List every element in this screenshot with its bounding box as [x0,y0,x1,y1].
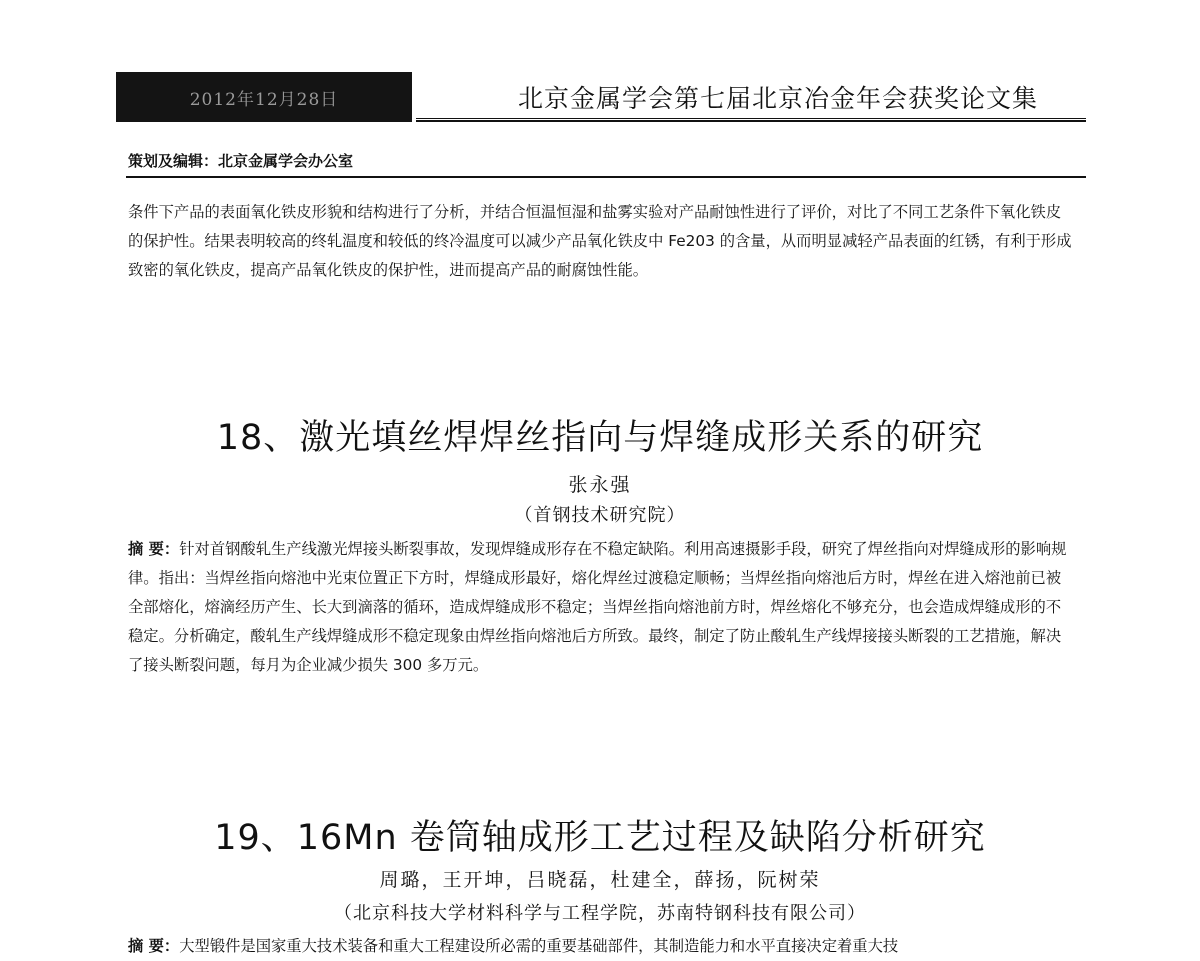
header-rule [416,118,1086,119]
article-19-abstract [128,932,1076,961]
abstract-label: 摘 要： [128,937,180,955]
header-rule-thick [416,120,1086,122]
article-18-abstract-text: 针对首钢酸轧生产线激光焊接头断裂事故，发现焊缝成形存在不稳定缺陷。利用高速摄影手段，研究了焊丝指向对焊缝成形的影响规律。指出：当焊丝指向熔池中光束位置正下方时，焊缝成形最好，熔化焊丝过渡稳定顺畅；当焊丝指向熔池后方时，焊丝在进入熔池前已被全部熔化，熔滴经历产生、长大到滴落的循环，造成焊缝成形不稳定；当焊丝指向熔池前方时，焊丝熔化不够充分，也会造成焊缝成形的不稳定。分析确定，酸轧生产线焊缝成形不稳定现象由焊丝指向熔池后方所致。最终，制定了防止酸轧生产线焊接接头断裂的工艺措施，解决了接头断裂问题，每月为企业减少损失 300 多万元。 [128,540,1067,674]
abstract-label: 摘 要： [128,540,180,558]
article-18-affiliation: （首钢技术研究院） [514,505,686,526]
editor-line: 策划及编辑：北京金属学会办公室 [128,152,354,170]
prev-article-abstract-tail: 条件下产品的表面氧化铁皮形貌和结构进行了分析，并结合恒温恒湿和盐雾实验对产品耐蚀性进行了评价，对比了不同工艺条件下氧化铁皮的保护性。结果表明较高的终轧温度和较低的终冷温度可以减少产品氧化铁皮中 Fe203 的含量，从而明显减轻产品表面的红锈，有利于形成致密的氧化铁皮，提高产品氧化铁皮的保护性，进而提高产品的耐腐蚀性能。 [128,203,1072,279]
article-19-authors: 周璐，王开坤，吕晓磊，杜建全，薛扬，阮树荣 [379,869,821,891]
editor-rule [126,176,1086,178]
article-18-authors: 张永强 [568,474,632,496]
article-18-abstract [128,535,1076,680]
article-18-title: 18、激光填丝焊焊丝指向与焊缝成形关系的研究 [216,418,984,458]
article-19-abstract-text: 大型锻件是国家重大技术装备和重大工程建设所必需的重要基础部件，其制造能力和水平直接决定着重大技 [179,937,899,955]
article-19-title: 19、16Mn 卷筒轴成形工艺过程及缺陷分析研究 [214,818,986,858]
article-19-affiliation: （北京科技大学材料科学与工程学院，苏南特钢科技有限公司） [334,903,866,924]
header-date: 2012年12月28日 [116,72,412,122]
proceedings-title: 北京金属学会第七届北京冶金年会获奖论文集 [518,84,1039,113]
